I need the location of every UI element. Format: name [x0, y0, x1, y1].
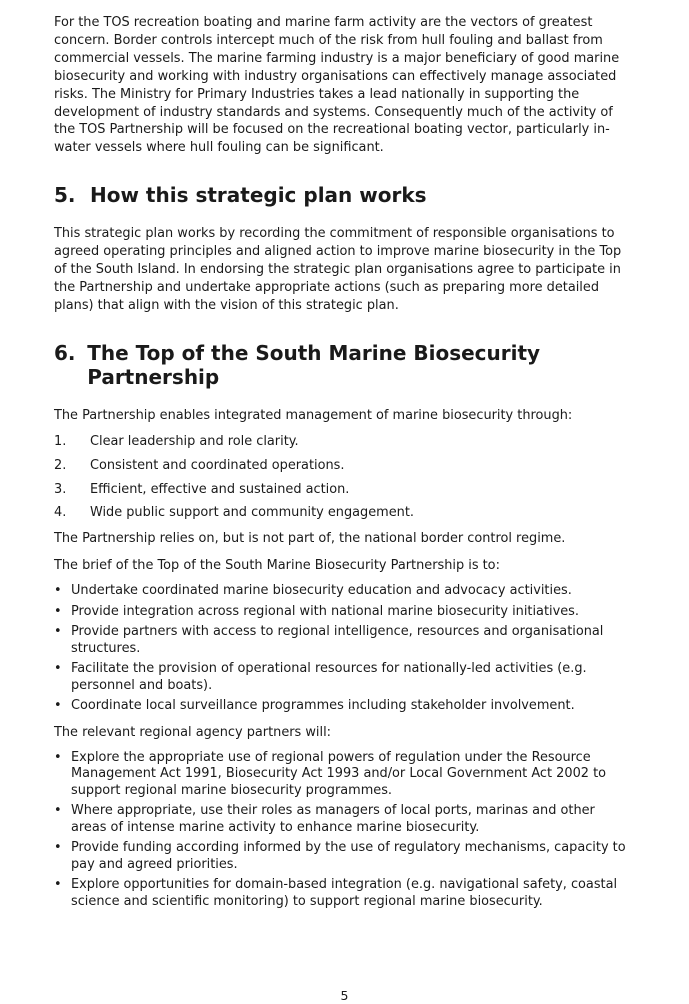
bullet-icon: • [54, 749, 62, 765]
numbered-item [54, 481, 633, 499]
bullet-text: Coordinate local surveillance programmes including stakeholder involvement. [71, 698, 575, 714]
numbered-item [54, 457, 633, 475]
brief-lead: The brief of the Top of the South Marine Biosecurity Partnership is to: [54, 558, 500, 574]
bullet-text: Provide integration across regional with national marine biosecurity initiatives. [71, 603, 579, 619]
section-6-number: 6. [54, 340, 76, 365]
item-text: Efficient, effective and sustained action. [90, 481, 350, 497]
bullet-item [54, 583, 633, 600]
bullet-text: Facilitate the provision of operational resources for nationally-led activities (e.g. personnel and boats). [71, 661, 587, 693]
bullet-icon: • [54, 803, 62, 819]
bullet-icon: • [54, 624, 62, 640]
bullet-item [54, 604, 633, 621]
bullet-item [54, 624, 633, 657]
item-number: 4. [54, 505, 67, 521]
relies-paragraph: The Partnership relies on, but is not part of, the national border control regime. [54, 531, 566, 547]
intro-paragraph: For the TOS recreation boating and marine farm activity are the vectors of greatest concern. Border controls intercept much of the risk from hull fouling and ballast from commercial vessels. The marine farming industry is a major beneficiary of good marine biosecurity and working with industry organisations can effectively manage associated risks. The Ministry for Primary Industries takes a lead nationally in supporting the development of industry standards and systems. Consequently much of the activity of the TOS Partnership will be focused on the recreational boating vector, particularly in-water vessels where hull fouling can be significant. [54, 15, 620, 156]
item-number: 2. [54, 457, 67, 473]
bullet-icon: • [54, 603, 62, 619]
bullet-text: Provide partners with access to regional intelligence, resources and organisational structures. [71, 624, 604, 656]
bullet-icon: • [54, 698, 62, 714]
partners-list [54, 750, 633, 911]
section-6-lead: The Partnership enables integrated management of marine biosecurity through: [54, 407, 573, 423]
bullet-item [54, 877, 633, 910]
bullet-text: Provide funding according informed by the use of regulatory mechanisms, capacity to pay and agreed priorities. [71, 840, 626, 872]
bullet-item [54, 840, 633, 873]
section-5-title: How this strategic plan works [90, 183, 427, 208]
item-number: 3. [54, 481, 67, 497]
bullet-text: Where appropriate, use their roles as managers of local ports, marinas and other areas of intense marine activity to enhance marine biosecurity. [71, 803, 595, 835]
bullet-item [54, 661, 633, 694]
section-6-title: The Top of the South Marine Biosecurity Partnership [87, 340, 541, 389]
bullet-item [54, 698, 633, 715]
page-number: 5 [340, 988, 349, 1003]
numbered-item [54, 504, 633, 522]
bullet-text: Undertake coordinated marine biosecurity education and advocacy activities. [71, 583, 572, 599]
item-text: Clear leadership and role clarity. [90, 433, 299, 449]
numbered-item [54, 433, 633, 451]
numbered-list [54, 433, 633, 523]
brief-list [54, 583, 633, 715]
section-6-heading [54, 341, 633, 389]
section-5-heading [54, 183, 633, 207]
bullet-text: Explore opportunities for domain-based integration (e.g. navigational safety, coastal science and scientific monitoring) to support regional marine biosecurity. [71, 877, 618, 909]
partners-lead: The relevant regional agency partners will: [54, 724, 332, 740]
item-text: Wide public support and community engagement. [90, 505, 414, 521]
bullet-icon: • [54, 877, 62, 893]
bullet-icon: • [54, 583, 62, 599]
bullet-icon: • [54, 661, 62, 677]
section-5-number: 5. [54, 183, 76, 208]
item-text: Consistent and coordinated operations. [90, 457, 345, 473]
item-number: 1. [54, 433, 67, 449]
bullet-item [54, 803, 633, 836]
bullet-icon: • [54, 840, 62, 856]
bullet-item [54, 750, 633, 800]
bullet-text: Explore the appropriate use of regional powers of regulation under the Resource Management Act 1991, Biosecurity Act 1993 and/or Local Government Act 2002 to support regional marine biosecurity programmes. [71, 749, 607, 798]
section-5-paragraph: This strategic plan works by recording the commitment of responsible organisations to agreed operating principles and aligned action to improve marine biosecurity in the Top of the South Island. In endorsing the strategic plan organisations agree to participate in the Partnership and undertake appropriate actions (such as preparing more detailed plans) that align with the vision of this strategic plan. [54, 226, 622, 313]
